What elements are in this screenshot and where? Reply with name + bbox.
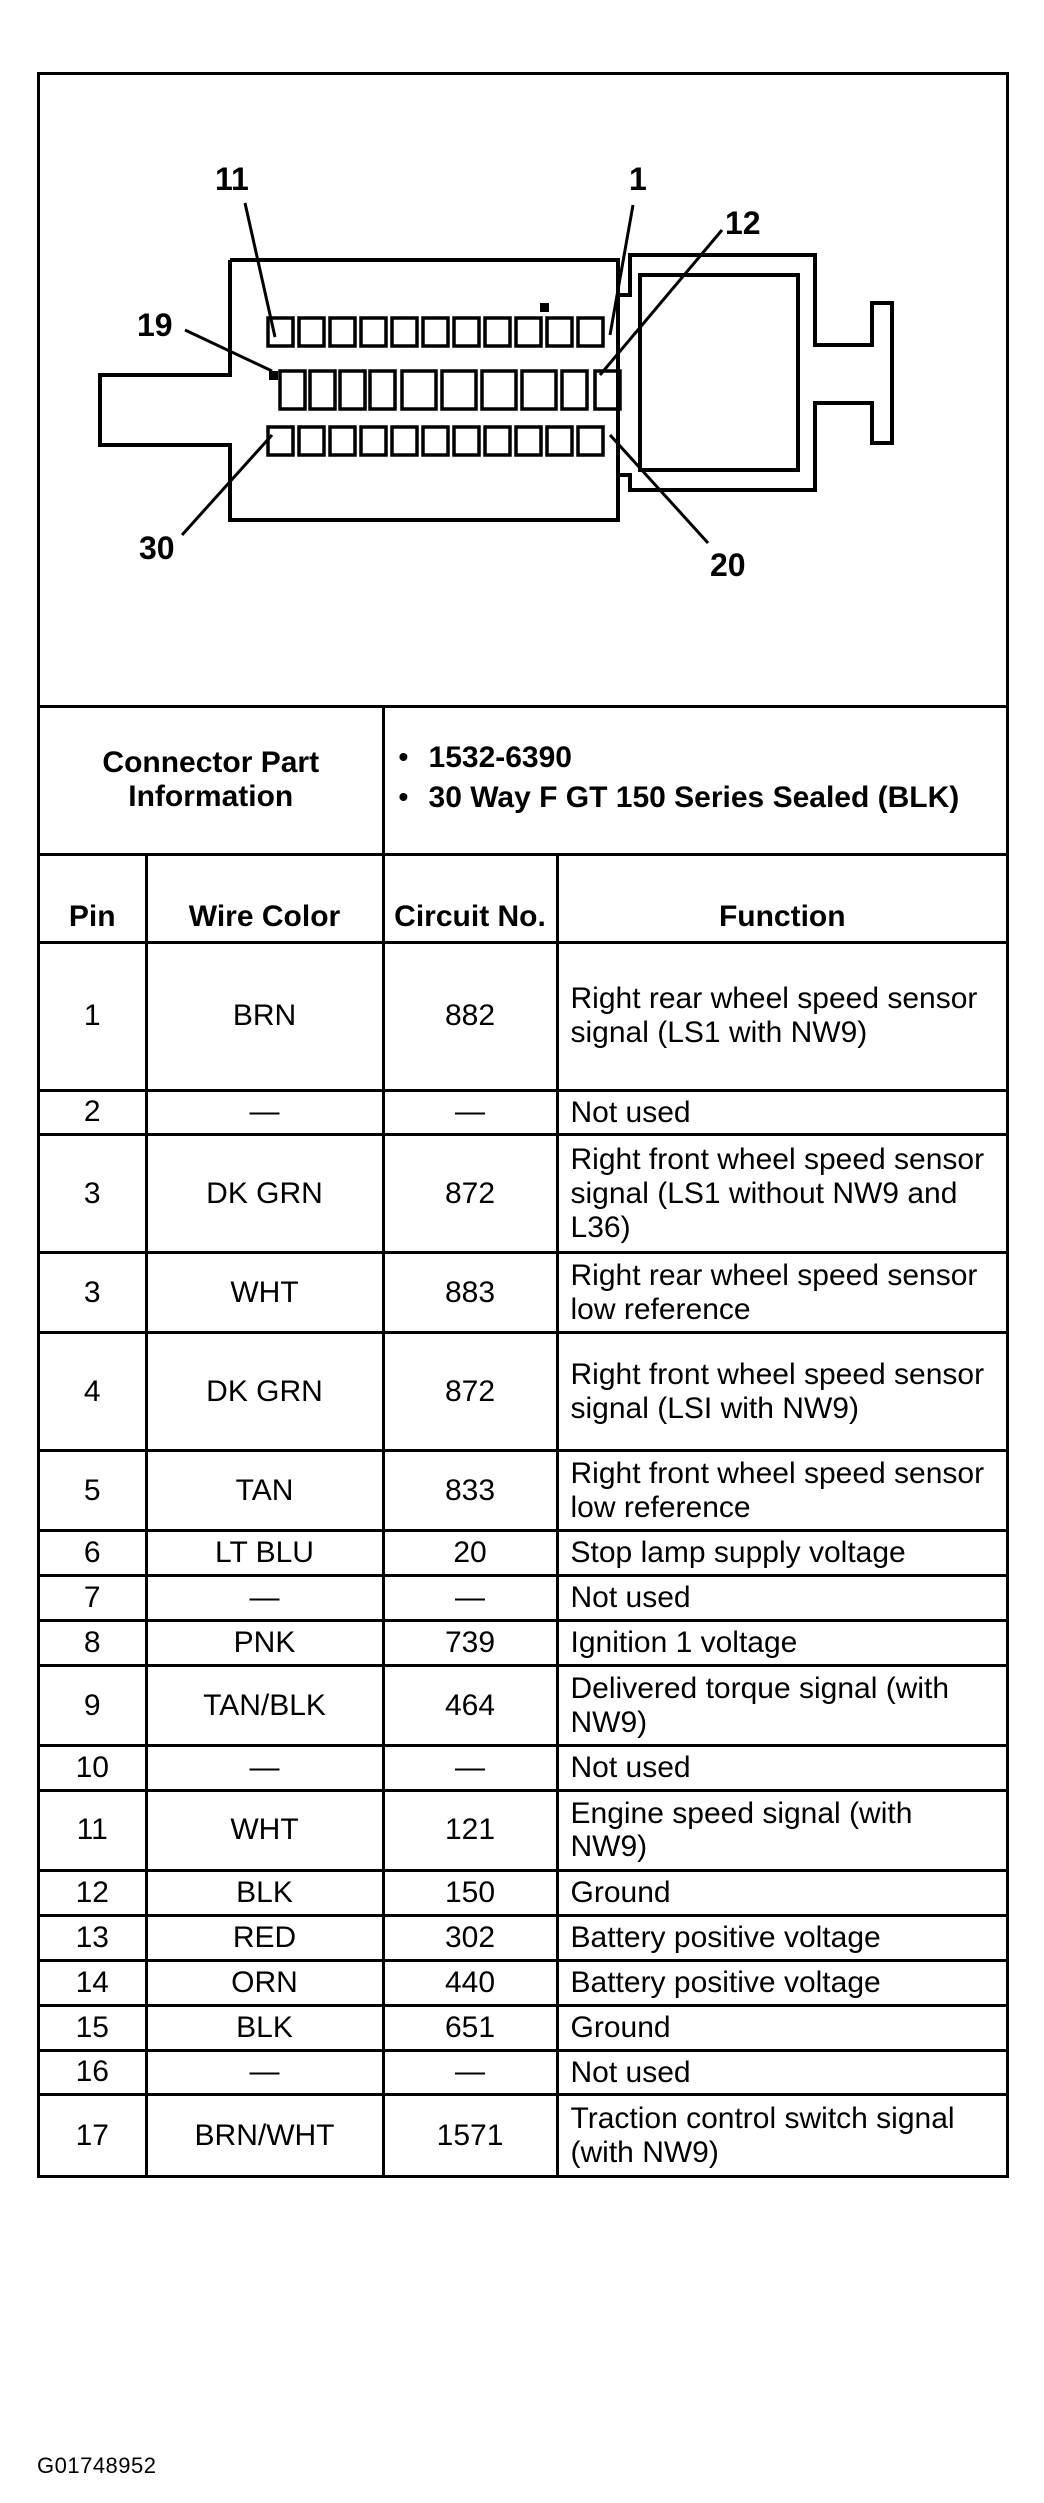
connector-info-list	[383, 708, 1006, 854]
cavity-row-middle	[310, 371, 335, 409]
pin-cell: 16	[40, 2050, 146, 2095]
circuit-cell: 302	[383, 1915, 557, 1960]
callout-pin-12: 12	[725, 205, 761, 241]
circuit-cell: —	[383, 1576, 557, 1621]
function-cell: Right rear wheel speed sensor low reference	[557, 1253, 1006, 1333]
cavity-row-middle	[482, 371, 516, 409]
pinout-table	[40, 708, 1006, 2175]
pin-cell: 2	[40, 1090, 146, 1135]
cavity-row-middle	[370, 371, 395, 409]
table-row	[40, 1451, 1006, 1531]
function-cell: Right front wheel speed sensor signal (LS1 without NW9 and L36)	[557, 1135, 1006, 1253]
circuit-cell: 150	[383, 1870, 557, 1915]
circuit-cell: 872	[383, 1333, 557, 1451]
pin-cell: 5	[40, 1451, 146, 1531]
cavity-row-bottom	[454, 427, 479, 455]
wire-color-cell: —	[146, 1576, 383, 1621]
wire-color-cell: BRN/WHT	[146, 2095, 383, 2175]
table-row	[40, 1790, 1006, 1870]
wire-color-cell: ORN	[146, 1960, 383, 2005]
circuit-cell: 1571	[383, 2095, 557, 2175]
wire-color-cell: —	[146, 1090, 383, 1135]
function-cell: Battery positive voltage	[557, 1960, 1006, 2005]
connector-diagram	[40, 75, 1006, 708]
callout-pin-20: 20	[710, 547, 746, 583]
header-pin: Pin	[40, 854, 146, 942]
cavity-row-top	[361, 318, 386, 346]
circuit-cell: 882	[383, 942, 557, 1090]
wire-color-cell: —	[146, 2050, 383, 2095]
circuit-cell: —	[383, 1090, 557, 1135]
cavity-row-middle	[562, 371, 587, 409]
table-row	[40, 1576, 1006, 1621]
leader-11	[245, 203, 275, 337]
pin-cell: 10	[40, 1746, 146, 1791]
connector-info-row	[40, 708, 1006, 854]
table-row	[40, 1870, 1006, 1915]
function-cell: Stop lamp supply voltage	[557, 1531, 1006, 1576]
table-row	[40, 1746, 1006, 1791]
pin-cell: 12	[40, 1870, 146, 1915]
wire-color-cell: LT BLU	[146, 1531, 383, 1576]
function-cell: Not used	[557, 1576, 1006, 1621]
wire-color-cell: WHT	[146, 1790, 383, 1870]
table-row	[40, 1666, 1006, 1746]
function-cell: Battery positive voltage	[557, 1915, 1006, 1960]
function-cell: Right front wheel speed sensor low reference	[557, 1451, 1006, 1531]
function-cell: Delivered torque signal (with NW9)	[557, 1666, 1006, 1746]
header-circuit-no: Circuit No.	[383, 854, 557, 942]
function-cell: Traction control switch signal (with NW9)	[557, 2095, 1006, 2175]
cavity-row-bottom	[578, 427, 603, 455]
pin-cell: 14	[40, 1960, 146, 2005]
table-row	[40, 2095, 1006, 2175]
figure-code: G01748952	[37, 2453, 157, 2478]
table-row	[40, 1960, 1006, 2005]
cavity-row-middle	[522, 371, 556, 409]
table-row	[40, 1253, 1006, 1333]
pin-cell: 7	[40, 1576, 146, 1621]
wire-color-cell: DK GRN	[146, 1135, 383, 1253]
latch-window	[640, 275, 798, 470]
callout-pin-1: 1	[629, 161, 647, 197]
cavity-row-top	[547, 318, 572, 346]
cavity-row-top	[578, 318, 603, 346]
cavity-row-middle	[340, 371, 365, 409]
table-row	[40, 1621, 1006, 1666]
connector-latch	[618, 255, 892, 490]
wire-color-cell: BLK	[146, 2005, 383, 2050]
wire-color-cell: RED	[146, 1915, 383, 1960]
function-cell: Ground	[557, 1870, 1006, 1915]
circuit-cell: 872	[383, 1135, 557, 1253]
pin-cell: 11	[40, 1790, 146, 1870]
function-cell: Right rear wheel speed sensor signal (LS1 with NW9)	[557, 942, 1006, 1090]
function-cell: Not used	[557, 2050, 1006, 2095]
callout-pin-30: 30	[139, 530, 175, 566]
function-cell: Not used	[557, 1090, 1006, 1135]
cavity-row-bottom	[361, 427, 386, 455]
table-header-row	[40, 854, 1006, 942]
connector-info-label: Connector Part Information	[40, 708, 383, 854]
wire-color-cell: TAN	[146, 1451, 383, 1531]
wire-color-cell: —	[146, 1746, 383, 1791]
callout-pin-11: 11	[215, 161, 249, 197]
pin-cell: 3	[40, 1253, 146, 1333]
cavity-row-bottom	[516, 427, 541, 455]
connector-body	[100, 260, 618, 520]
pin-cell: 13	[40, 1915, 146, 1960]
table-row	[40, 2050, 1006, 2095]
header-function: Function	[557, 854, 1006, 942]
table-row	[40, 1531, 1006, 1576]
wire-color-cell: WHT	[146, 1253, 383, 1333]
circuit-cell: 833	[383, 1451, 557, 1531]
cavity-row-top	[423, 318, 448, 346]
function-cell: Ground	[557, 2005, 1006, 2050]
circuit-cell: 739	[383, 1621, 557, 1666]
cavity-row-bottom	[268, 427, 293, 455]
cavity-row-top	[299, 318, 324, 346]
cavity-row-bottom	[299, 427, 324, 455]
table-row	[40, 942, 1006, 1090]
circuit-cell: —	[383, 2050, 557, 2095]
pin-cell: 8	[40, 1621, 146, 1666]
circuit-cell: 651	[383, 2005, 557, 2050]
cavity-row-top	[485, 318, 510, 346]
wire-color-cell: TAN/BLK	[146, 1666, 383, 1746]
table-row	[40, 1333, 1006, 1451]
wire-color-cell: DK GRN	[146, 1333, 383, 1451]
cavity-row-bottom	[423, 427, 448, 455]
circuit-cell: 20	[383, 1531, 557, 1576]
cavity-row-middle	[442, 371, 476, 409]
pin-cell: 1	[40, 942, 146, 1090]
pin-cell: 17	[40, 2095, 146, 2175]
table-row	[40, 2005, 1006, 2050]
pin-cell: 9	[40, 1666, 146, 1746]
table-row	[40, 1135, 1006, 1253]
function-cell: Not used	[557, 1746, 1006, 1791]
cavity-row-middle	[402, 371, 436, 409]
pin-cell: 4	[40, 1333, 146, 1451]
pin-cell: 6	[40, 1531, 146, 1576]
function-cell: Right front wheel speed sensor signal (LSI with NW9)	[557, 1333, 1006, 1451]
cavity-row-top	[454, 318, 479, 346]
circuit-cell: 883	[383, 1253, 557, 1333]
cavity-row-bottom	[547, 427, 572, 455]
pin-cell: 3	[40, 1135, 146, 1253]
cavity-row-bottom	[485, 427, 510, 455]
function-cell: Ignition 1 voltage	[557, 1621, 1006, 1666]
wire-color-cell: BLK	[146, 1870, 383, 1915]
circuit-cell: —	[383, 1746, 557, 1791]
cavity-row-top	[392, 318, 417, 346]
cavity-row-middle	[280, 371, 305, 409]
circuit-cell: 464	[383, 1666, 557, 1746]
cavity-row-top	[330, 318, 355, 346]
connector-sheet	[37, 72, 1009, 2178]
function-cell: Engine speed signal (with NW9)	[557, 1790, 1006, 1870]
cavity-row-bottom	[392, 427, 417, 455]
table-row	[40, 1915, 1006, 1960]
wire-color-cell: PNK	[146, 1621, 383, 1666]
connector-info-item: • 30 Way F GT 150 Series Sealed (BLK)	[398, 780, 960, 814]
key-mark-left	[269, 371, 278, 380]
cavity-row-bottom	[330, 427, 355, 455]
header-wire-color: Wire Color	[146, 854, 383, 942]
pin-cell: 15	[40, 2005, 146, 2050]
connector-info-item: • 1532-6390	[398, 740, 572, 774]
key-mark-top	[540, 303, 549, 312]
cavity-row-top	[516, 318, 541, 346]
circuit-cell: 440	[383, 1960, 557, 2005]
table-row	[40, 1090, 1006, 1135]
callout-pin-19: 19	[137, 307, 173, 343]
wire-color-cell: BRN	[146, 942, 383, 1090]
circuit-cell: 121	[383, 1790, 557, 1870]
connector-drawing	[40, 75, 1006, 702]
